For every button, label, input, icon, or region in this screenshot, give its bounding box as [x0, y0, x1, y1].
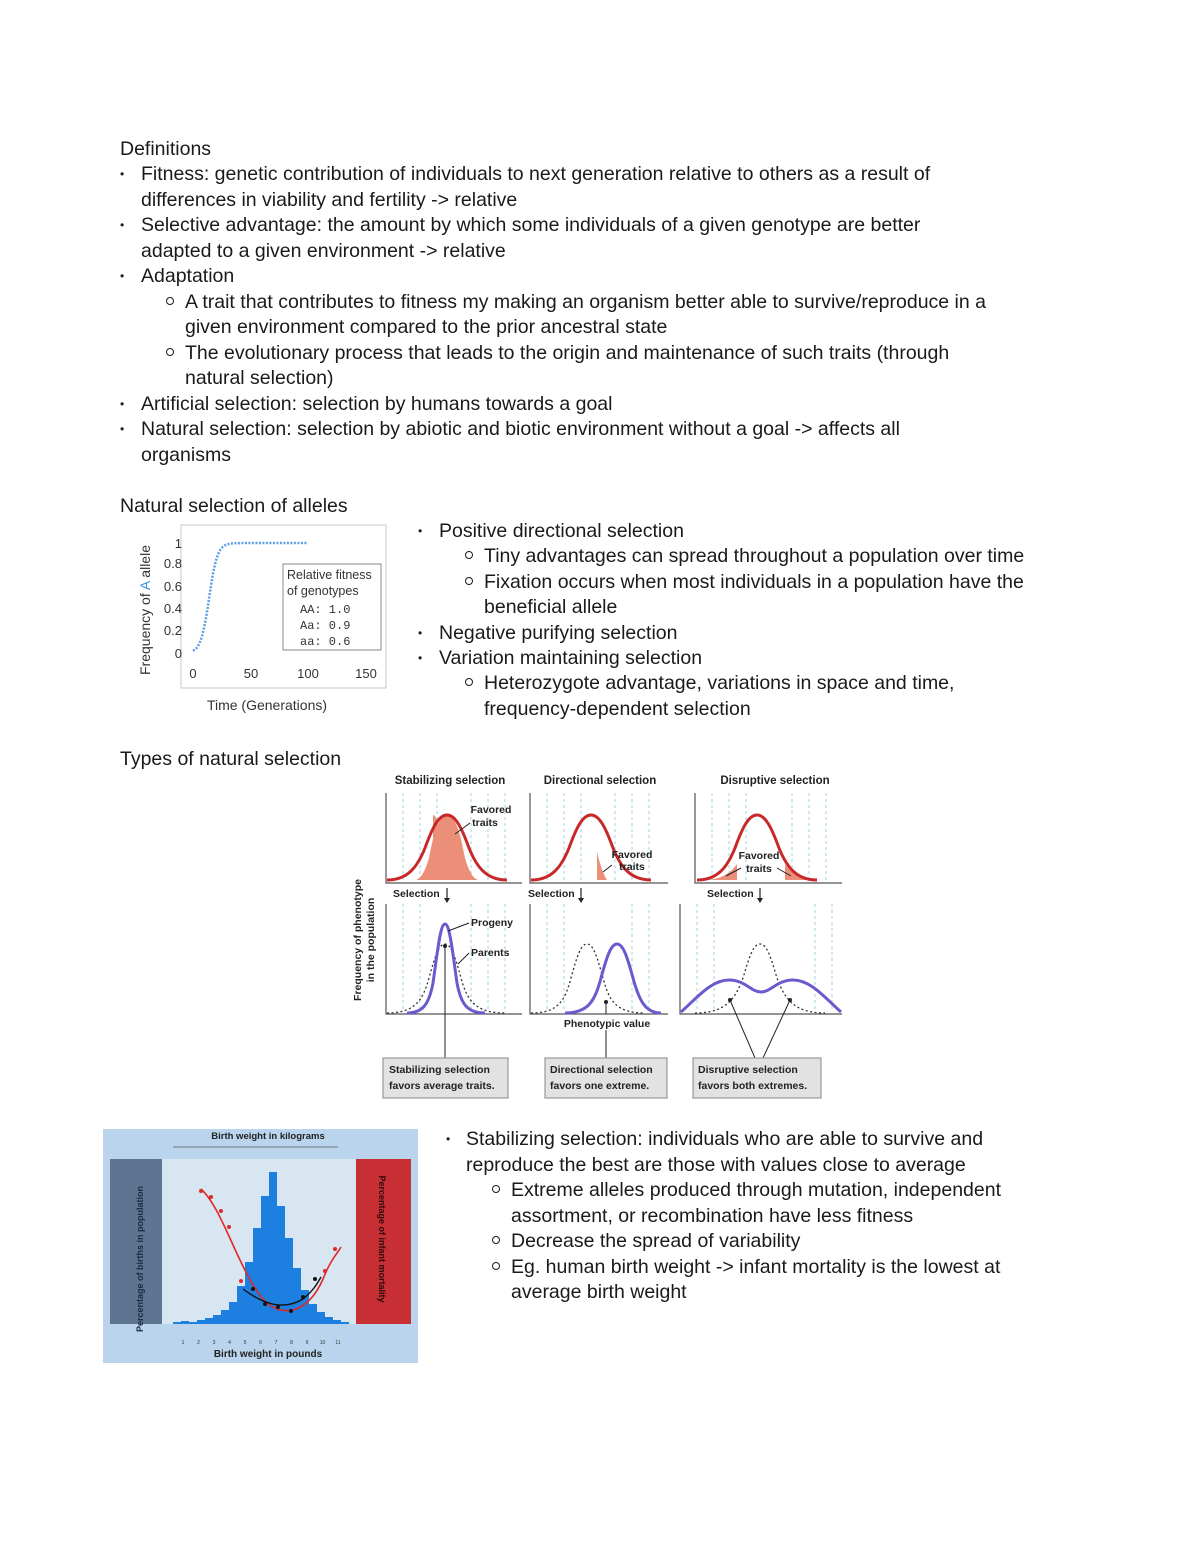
- selection-label: Selection: [707, 888, 754, 900]
- bullet-icon: •: [120, 422, 125, 436]
- human-birth-weight: Eg. human birth weight -> infant mortality is the lowest at: [511, 1256, 1001, 1278]
- x-tick-label: 7: [274, 1340, 278, 1346]
- legend-row: AA: 1.0: [300, 603, 351, 617]
- mortality-point: [227, 1225, 231, 1229]
- bullet-icon: •: [120, 218, 125, 232]
- sub-bullet-icon: [492, 1236, 500, 1244]
- definition-natural-selection-cont: organisms: [141, 444, 231, 466]
- favored-label: Favored: [738, 850, 780, 862]
- x-tick-label: 10: [319, 1340, 326, 1346]
- fixation-cont: beneficial allele: [484, 596, 618, 618]
- mortality-point: [209, 1195, 213, 1199]
- bullet-icon: •: [120, 167, 125, 181]
- caption-text: favors average traits.: [389, 1080, 495, 1092]
- favored-label: Favored: [611, 849, 653, 861]
- definition-fitness-cont: differences in viability and fertility -> relative: [141, 189, 518, 211]
- x-tick-label: 8: [290, 1340, 293, 1346]
- bullet-icon: •: [446, 1132, 451, 1146]
- x-tick-label: 9: [305, 1340, 309, 1346]
- sub-bullet-icon: [492, 1185, 500, 1193]
- histogram-bar: [269, 1172, 277, 1324]
- definition-adaptation: Adaptation: [141, 265, 235, 287]
- mortality-point: [301, 1295, 305, 1299]
- x-tick-label: 4: [228, 1340, 231, 1346]
- mortality-point: [323, 1269, 327, 1273]
- bottom-axis-label: Birth weight in pounds: [213, 1349, 323, 1360]
- selection-label: Selection: [393, 888, 440, 900]
- selection-label: Selection: [528, 888, 575, 900]
- histogram-bar: [205, 1318, 213, 1324]
- parents-label: Parents: [471, 947, 510, 959]
- x-tick-label: 2: [197, 1340, 200, 1346]
- definitions-heading: Definitions: [120, 138, 212, 160]
- tiny-advantages: Tiny advantages can spread throughout a population over time: [484, 545, 1025, 567]
- histogram-bar: [317, 1312, 325, 1324]
- bullet-icon: •: [418, 651, 423, 665]
- favored-region: [597, 852, 607, 880]
- y-tick-label: 0.2: [163, 623, 182, 638]
- mortality-point: [289, 1309, 293, 1313]
- extreme-alleles-cont: assortment, or recombination have less fitness: [511, 1205, 914, 1227]
- y-tick-label: 1: [174, 536, 182, 551]
- histogram-bar: [341, 1322, 349, 1324]
- histogram-bar: [325, 1317, 333, 1324]
- histogram-bar: [293, 1268, 301, 1324]
- legend-row: aa: 0.6: [300, 635, 351, 649]
- sub-bullet-icon: [166, 297, 174, 305]
- parents-curve: [531, 944, 645, 1013]
- histogram-bar: [181, 1321, 189, 1324]
- mortality-point: [333, 1247, 337, 1251]
- x-tick-label: 6: [259, 1340, 262, 1346]
- favored-label: traits: [619, 861, 645, 873]
- histogram-bar: [237, 1286, 245, 1324]
- positive-directional-selection: Positive directional selection: [439, 520, 684, 542]
- progeny-curve: [565, 944, 661, 1013]
- alleles-heading: Natural selection of alleles: [120, 495, 348, 517]
- mortality-point: [219, 1209, 223, 1213]
- caption-text: favors both extremes.: [698, 1080, 808, 1092]
- panel-title: Stabilizing selection: [394, 775, 506, 787]
- adaptation-process-cont: natural selection): [185, 367, 334, 389]
- x-tick-label: 1: [181, 1340, 185, 1346]
- definition-selective-advantage-cont: adapted to a given environment -> relative: [141, 240, 506, 262]
- histogram-bar: [333, 1320, 341, 1324]
- selection-types-diagram: [345, 768, 855, 1106]
- decrease-spread: Decrease the spread of variability: [511, 1230, 801, 1252]
- panel-title: Directional selection: [543, 775, 657, 787]
- adaptation-process: The evolutionary process that leads to the origin and maintenance of such traits (through: [185, 342, 950, 364]
- histogram-bar: [213, 1315, 221, 1324]
- sub-bullet-icon: [465, 577, 473, 585]
- mortality-point: [313, 1277, 317, 1281]
- bullet-icon: •: [418, 524, 423, 538]
- mortality-point: [263, 1302, 267, 1306]
- panel-title: Disruptive selection: [720, 775, 830, 787]
- x-tick-label: 50: [243, 666, 259, 681]
- top-axis-label: Birth weight in kilograms: [211, 1131, 325, 1142]
- types-heading: Types of natural selection: [120, 748, 342, 770]
- x-tick-label: 100: [297, 666, 319, 681]
- x-tick-label: 150: [355, 666, 377, 681]
- favored-label: Favored: [470, 804, 512, 816]
- y-tick-label: 0.4: [163, 601, 182, 616]
- definition-fitness: Fitness: genetic contribution of individuals to next generation relative to others as a result of: [141, 163, 931, 185]
- legend-title: of genotypes: [287, 584, 359, 598]
- x-tick-label: 0: [189, 666, 197, 681]
- y-tick-label: 0: [174, 646, 182, 661]
- birth-weight-chart: [103, 1129, 418, 1363]
- left-axis-label: Percentage of births in population: [135, 1185, 145, 1333]
- x-axis-label: Time (Generations): [206, 697, 328, 713]
- histogram-bar: [253, 1228, 261, 1324]
- fixation: Fixation occurs when most individuals in a population have the: [484, 571, 1024, 593]
- caption-text: Stabilizing selection: [389, 1064, 490, 1076]
- adaptation-trait: A trait that contributes to fitness my making an organism better able to survive/reproduce in a: [185, 291, 986, 313]
- variation-maintaining-selection: Variation maintaining selection: [439, 647, 703, 669]
- human-birth-weight-cont: average birth weight: [511, 1281, 687, 1303]
- y-axis-label: in the population: [365, 897, 377, 983]
- caption-text: Disruptive selection: [698, 1064, 798, 1076]
- sub-bullet-icon: [492, 1262, 500, 1270]
- mortality-point: [276, 1305, 280, 1309]
- y-tick-label: 0.8: [163, 556, 182, 571]
- phenotypic-value-label: Phenotypic value: [563, 1018, 651, 1030]
- adaptation-trait-cont: given environment compared to the prior ancestral state: [185, 316, 668, 338]
- mortality-point: [251, 1287, 255, 1291]
- definition-selective-advantage: Selective advantage: the amount by which some individuals of a given genotype are better: [141, 214, 921, 236]
- favored-label: traits: [746, 863, 772, 875]
- legend-row: Aa: 0.9: [300, 619, 351, 633]
- bullet-icon: •: [120, 269, 125, 283]
- sub-bullet-icon: [166, 348, 174, 356]
- histogram-bar: [229, 1302, 237, 1324]
- progeny-curve: [681, 980, 841, 1012]
- y-axis-label: Frequency of phenotype: [352, 879, 364, 1001]
- bullet-icon: •: [120, 397, 125, 411]
- definition-natural-selection: Natural selection: selection by abiotic and biotic environment without a goal -> affects all: [141, 418, 900, 440]
- progeny-label: Progeny: [471, 917, 514, 929]
- right-axis-label: Percentage of infant mortality: [377, 1175, 387, 1303]
- caption-text: Directional selection: [550, 1064, 653, 1076]
- negative-purifying-selection: Negative purifying selection: [439, 622, 678, 644]
- histogram-bar: [309, 1304, 317, 1324]
- allele-frequency-chart: [132, 522, 390, 718]
- heterozygote-advantage: Heterozygote advantage, variations in space and time,: [484, 672, 955, 694]
- mortality-point: [199, 1189, 203, 1193]
- histogram-bar: [197, 1320, 205, 1324]
- y-axis-label: Frequency of A allele: [137, 545, 153, 675]
- legend-title: Relative fitness: [287, 568, 372, 582]
- extreme-alleles: Extreme alleles produced through mutation, independent: [511, 1179, 1001, 1201]
- x-tick-label: 3: [212, 1340, 216, 1346]
- y-tick-label: 0.6: [163, 579, 182, 594]
- bullet-icon: •: [418, 626, 423, 640]
- mortality-point: [239, 1279, 243, 1283]
- histogram-bar: [173, 1322, 181, 1324]
- caption-text: favors one extreme.: [550, 1080, 650, 1092]
- x-tick-label: 11: [335, 1340, 341, 1346]
- panel-axes: [680, 904, 842, 1014]
- histogram-bar: [189, 1322, 197, 1324]
- favored-label: traits: [472, 817, 498, 829]
- sub-bullet-icon: [465, 678, 473, 686]
- x-tick-label: 5: [243, 1340, 247, 1346]
- sub-bullet-icon: [465, 551, 473, 559]
- stabilizing-selection-cont: reproduce the best are those with values close to average: [466, 1154, 966, 1176]
- panel-axes: [530, 904, 668, 1014]
- histogram-bar: [221, 1310, 229, 1324]
- definition-artificial-selection: Artificial selection: selection by humans towards a goal: [141, 393, 613, 415]
- heterozygote-advantage-cont: frequency-dependent selection: [484, 698, 751, 720]
- progeny-curve: [407, 924, 485, 1013]
- stabilizing-selection-text: Stabilizing selection: individuals who are able to survive and: [466, 1128, 984, 1150]
